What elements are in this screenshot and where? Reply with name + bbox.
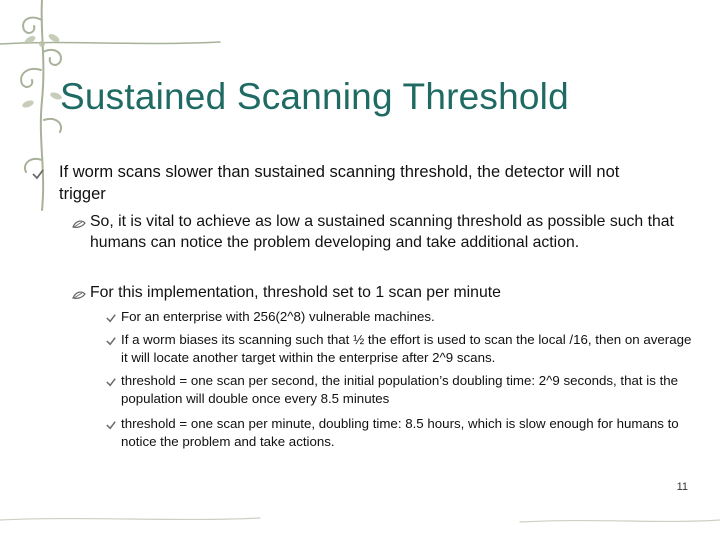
page-number: 11 bbox=[676, 481, 688, 493]
checkmark-bullet-icon bbox=[106, 420, 116, 430]
bullet-text: For this implementation, threshold set to 1 scan per minute bbox=[90, 284, 501, 301]
checkmark-bullet-icon bbox=[106, 336, 116, 346]
leaf-bullet-icon bbox=[72, 290, 86, 300]
bullet-text: If worm scans slower than sustained scanning threshold, the detector will not trigger bbox=[59, 163, 620, 203]
bullet-text: threshold = one scan per minute, doubling time: 8.5 hours, which is slow enough for humans to notice the problem and take actions. bbox=[121, 416, 679, 449]
checkmark-bullet-icon bbox=[32, 168, 44, 180]
bullet-text: So, it is vital to achieve as low a sustained scanning threshold as possible such that humans can notice the problem developing and take additional action. bbox=[90, 213, 674, 251]
bullet-text: For an enterprise with 256(2^8) vulnerable machines. bbox=[121, 309, 435, 324]
bullet-text: threshold = one scan per second, the initial population’s doubling time: 2^9 seconds, that is the population will double once every 8.5 minutes bbox=[121, 373, 679, 406]
checkmark-bullet-icon bbox=[106, 377, 116, 387]
checkmark-bullet-icon bbox=[106, 313, 116, 323]
bullet-text: If a worm biases its scanning such that ½ the effort is used to scan the local /16, then on average it will locate another target within the enterprise after 2^9 scans. bbox=[121, 332, 692, 365]
slide-title: Sustained Scanning Threshold bbox=[60, 76, 569, 117]
leaf-bullet-icon bbox=[72, 219, 86, 229]
